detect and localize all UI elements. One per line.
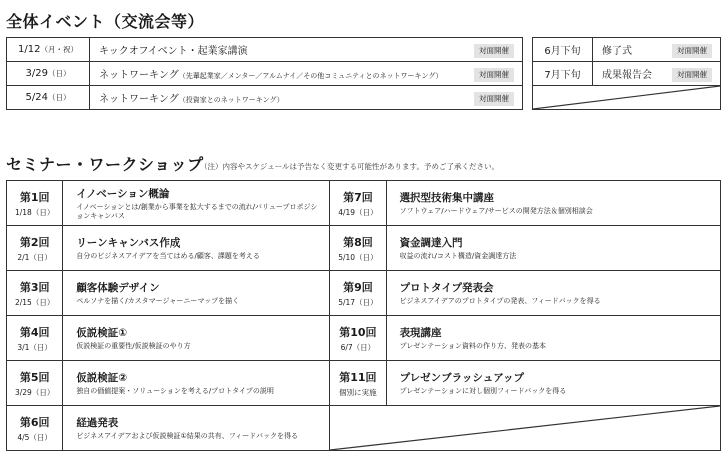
session-content: 資金調達入門 収益の流れ/コスト構造/資金調達方法 xyxy=(386,226,720,271)
empty-cell xyxy=(533,86,721,110)
events-section-title: 全体イベント（交流会等） xyxy=(6,12,205,31)
session-content: プレゼンブラッシュアップ プレゼンテーションに対し個別フィードバックを得る xyxy=(386,361,720,406)
event-name: 成果報告会 対面開催 xyxy=(593,62,721,86)
event-row xyxy=(7,86,721,110)
session-content: 選択型技術集中講座 ソフトウェア/ハードウェア/サービスの開発方法＆個別相談会 xyxy=(386,181,720,226)
event-row xyxy=(7,38,721,62)
session-content: 顧客体験デザイン ペルソナを描く/カスタマージャーニーマップを描く xyxy=(63,271,330,316)
event-date: 6月下旬 xyxy=(533,38,593,62)
session-number: 第3回 2/15（日） xyxy=(7,271,63,316)
seminar-section-title: セミナー・ワークショップ xyxy=(6,155,204,174)
event-date: 3/29（日） xyxy=(7,62,90,86)
session-content: 仮説検証② 独自の価値提案・ソリューションを考える/プロトタイプの説明 xyxy=(63,361,330,406)
event-date: 7月下旬 xyxy=(533,62,593,86)
workshop-row xyxy=(7,316,721,361)
event-date: 1/12（月・祝） xyxy=(7,38,90,62)
workshop-row xyxy=(7,406,721,451)
session-number: 第8回 5/10（日） xyxy=(330,226,386,271)
in-person-badge: 対面開催 xyxy=(474,92,514,106)
session-number: 第9回 5/17（日） xyxy=(330,271,386,316)
schedule-note: （注）内容やスケジュールは予告なく変更する可能性があります。予めご了承ください。 xyxy=(200,162,499,171)
session-content: リーンキャンバス作成 自分のビジネスアイデアを当てはめる/顧客、課題を考える xyxy=(63,226,330,271)
workshop-table xyxy=(6,180,721,451)
session-content: 表現講座 プレゼンテーション資料の作り方、発表の基本 xyxy=(386,316,720,361)
in-person-badge: 対面開催 xyxy=(672,68,712,82)
workshop-row xyxy=(7,271,721,316)
event-name: ネットワーキング（先輩起業家／メンター／アルムナイ／その他コミュニティとのネットワーキング） 対面開催 xyxy=(90,62,523,86)
session-number: 第6回 4/5（日） xyxy=(7,406,63,451)
session-content: プロトタイプ発表会 ビジネスアイデアのプロトタイプの発表、フィードバックを得る xyxy=(386,271,720,316)
in-person-badge: 対面開催 xyxy=(672,44,712,58)
event-name: ネットワーキング（投資家とのネットワーキング） 対面開催 xyxy=(90,86,523,110)
session-content: イノベーション概論 イノベーションとは/創業から事業を拡大するまでの流れ/バリュープロポジションキャンバス xyxy=(63,181,330,226)
event-name: 修了式 対面開催 xyxy=(593,38,721,62)
event-name: キックオフイベント・起業家講演 対面開催 xyxy=(90,38,523,62)
event-date: 5/24（日） xyxy=(7,86,90,110)
session-number: 第1回 1/18（日） xyxy=(7,181,63,226)
session-number: 第10回 6/7（日） xyxy=(330,316,386,361)
session-content: 経過発表 ビジネスアイデアおよび仮説検証①結果の共有、フィードバックを得る xyxy=(63,406,330,451)
in-person-badge: 対面開催 xyxy=(474,44,514,58)
workshop-row xyxy=(7,361,721,406)
session-number: 第5回 3/29（日） xyxy=(7,361,63,406)
workshop-row xyxy=(7,181,721,226)
events-table xyxy=(6,37,721,110)
empty-cell xyxy=(330,406,721,451)
session-number: 第7回 4/19（日） xyxy=(330,181,386,226)
in-person-badge: 対面開催 xyxy=(474,68,514,82)
session-number: 第2回 2/1（日） xyxy=(7,226,63,271)
session-content: 仮説検証① 仮説検証の重要性/仮説検証のやり方 xyxy=(63,316,330,361)
event-row xyxy=(7,62,721,86)
session-number: 第4回 3/1（日） xyxy=(7,316,63,361)
session-number: 第11回 個別に実施 xyxy=(330,361,386,406)
workshop-row xyxy=(7,226,721,271)
